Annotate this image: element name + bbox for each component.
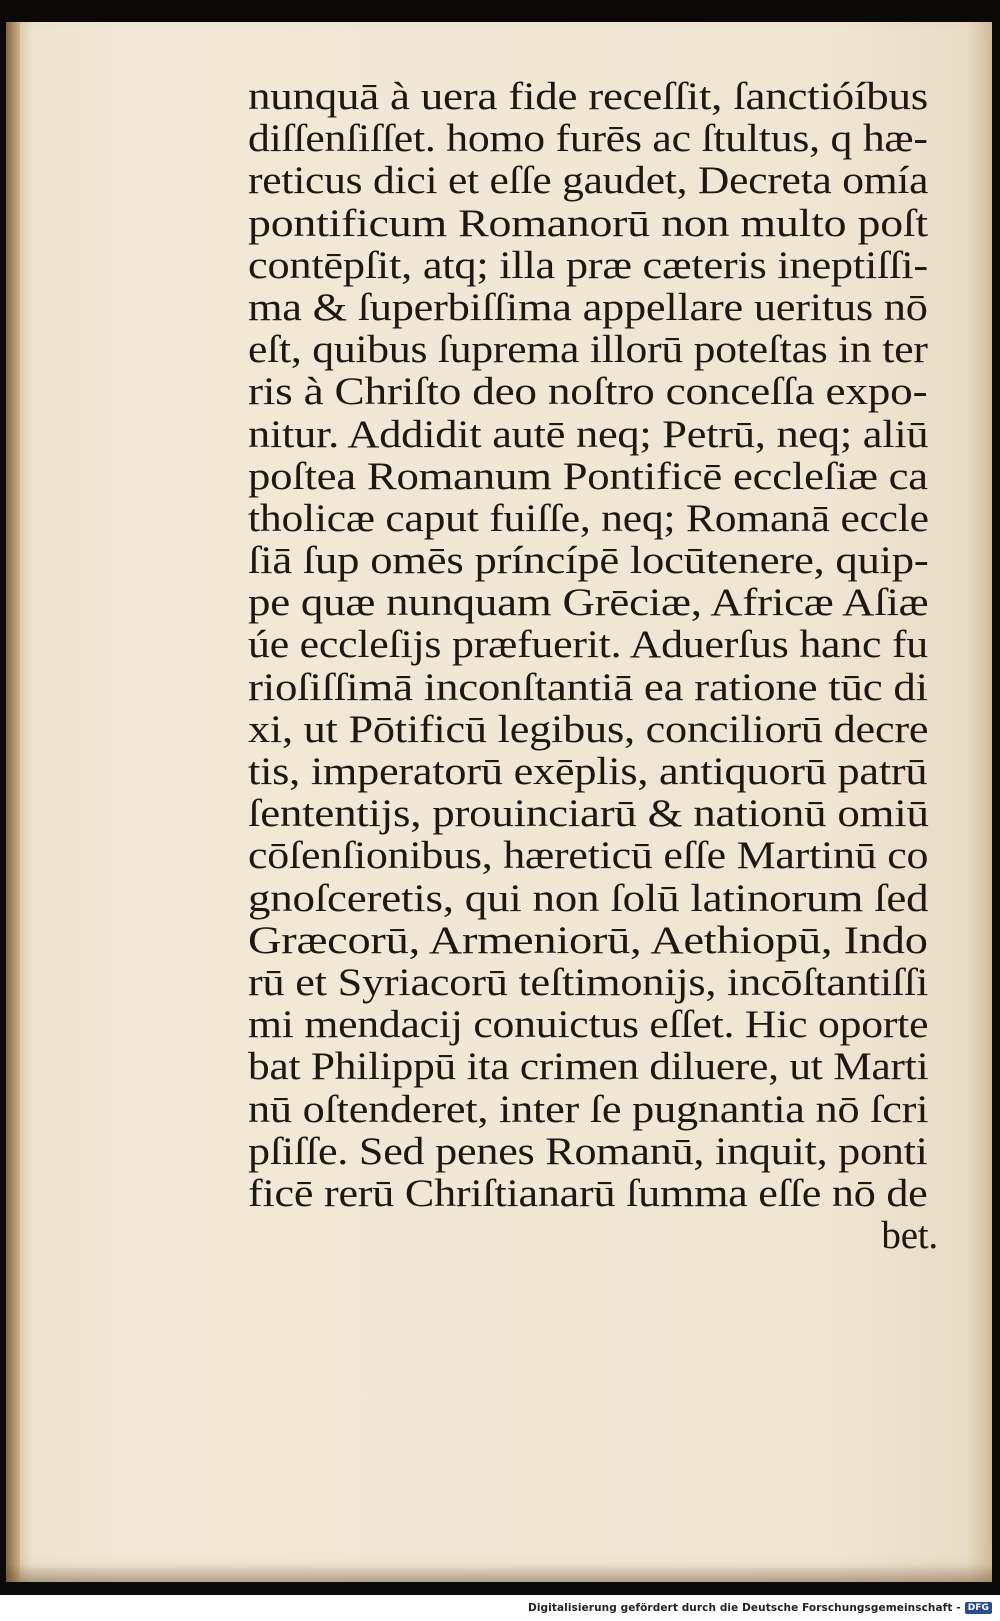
- text-line: cōſenſionibus, hæreticū eſſe Martinū co: [248, 834, 929, 878]
- text-line: nunquā à uera fide receſſit, ſanctióíbus: [248, 75, 928, 118]
- text-line: bat Philippū ita crimen diluere, ut Marti: [248, 1045, 929, 1089]
- text-line: eſt, quibus ſuprema illorū poteſtas in ter: [248, 328, 928, 372]
- text-line: nitur. Addidit autē neq; Petrū, neq; aliū: [248, 412, 929, 456]
- text-line: pſiſſe. Sed penes Romanū, inquit, ponti: [248, 1129, 928, 1173]
- text-line: nū oſtenderet, inter ſe pugnantia nō ſcri: [248, 1087, 929, 1131]
- text-line: pontificum Romanorū non multo poſt: [248, 201, 928, 245]
- funding-credit: Digitalisierung gefördert durch die Deutsche Forschungsgemeinschaft -: [528, 1602, 961, 1614]
- text-line: ris à Chriſto deo noſtro conceſſa expo-: [248, 370, 928, 414]
- text-line: rioſiſſimā inconſtantiā ea ratione tūc di: [248, 665, 928, 709]
- page-bottom-shadow: [6, 1564, 992, 1582]
- page-text-block: [248, 76, 968, 1257]
- text-line: pe quæ nunquam Grēciæ, Africæ Aſiæ: [248, 581, 929, 625]
- text-line: mi mendacij conuictus eſſet. Hic oporte: [248, 1003, 929, 1047]
- text-line: diſſenſiſſet. homo furēs ac ſtultus, q hæ-: [248, 117, 928, 161]
- text-line: ſententijs, prouinciarū & nationū omiū: [248, 792, 929, 836]
- text-line: poſtea Romanum Pontificē eccleſiæ ca: [248, 454, 928, 498]
- text-line: xi, ut Pōtificū legibus, conciliorū decre: [248, 707, 929, 751]
- text-line: ma & ſuperbiſſima appellare ueritus nō: [248, 285, 928, 329]
- text-line: reticus dici et eſſe gaudet, Decreta omía: [248, 159, 929, 203]
- text-line: gnoſceretis, qui non ſolū latinorum ſed: [248, 876, 929, 920]
- text-line: rū et Syriacorū teſtimonijs, incōſtantiſſi: [248, 960, 929, 1004]
- text-line: bet.: [881, 1214, 938, 1258]
- scan-top-bar: [0, 0, 1000, 22]
- dfg-logo: DFG: [965, 1602, 992, 1614]
- text-line: úe eccleſijs præfuerit. Aduerſus hanc fu: [248, 623, 928, 667]
- text-line: tis, imperatorū exēplis, antiquorū patrū: [248, 750, 928, 793]
- digitization-footer: [0, 1595, 1000, 1621]
- text-line: tholicæ caput fuiſſe, neq; Romanā eccle: [248, 496, 929, 540]
- text-line: contēpſit, atq; illa præ cæteris ineptiſſi-: [248, 243, 928, 287]
- page-gutter: [6, 22, 20, 1582]
- text-line: ſiā ſup omēs príncípē locūtenere, quip-: [248, 539, 929, 583]
- text-line: ficē rerū Chriſtianarū ſumma eſſe nō de: [248, 1171, 928, 1215]
- text-line: Græcorū, Armeniorū, Aethiopū, Indo: [248, 918, 928, 962]
